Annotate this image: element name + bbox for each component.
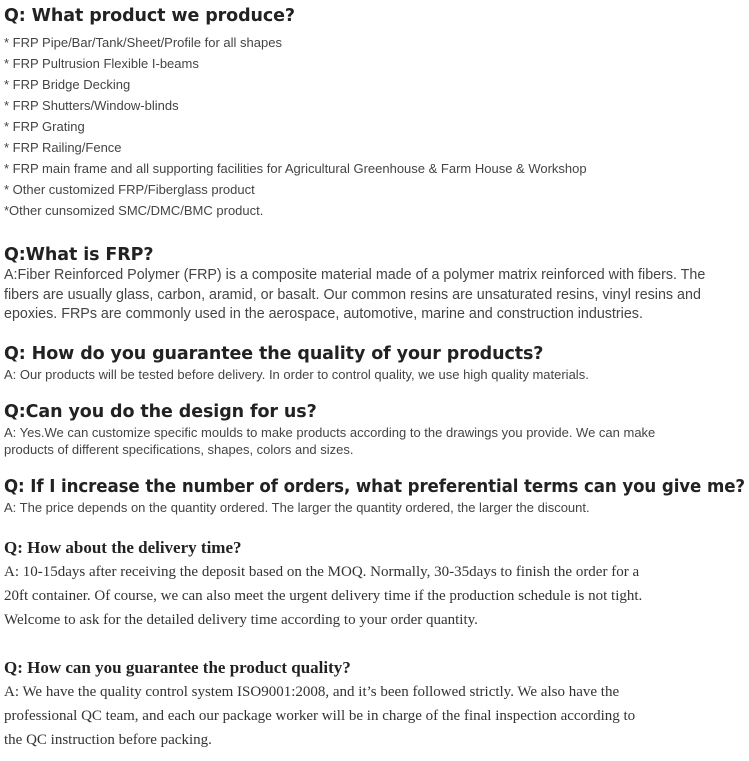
faq-answer-line: A: 10-15days after receiving the deposit based on the MOQ. Normally, 30-35days to finish the order for a [4, 564, 640, 580]
faq-question-delivery-time: Q: How about the delivery time? [4, 538, 242, 557]
product-list-item: * FRP Bridge Decking [4, 77, 131, 92]
product-list-item: *Other cunsomized SMC/DMC/BMC product. [4, 203, 264, 218]
product-list-item: * FRP Shutters/Window-blinds [4, 98, 179, 113]
faq-answer-line: A: Our products will be tested before delivery. In order to control quality, we use high quality materials. [4, 367, 589, 382]
faq-answer-line: A: The price depends on the quantity ordered. The larger the quantity ordered, the larger the discount. [4, 500, 590, 515]
faq-answer-line: professional QC team, and each our package worker will be in charge of the final inspection according to [4, 708, 636, 724]
product-list-item: * FRP Pipe/Bar/Tank/Sheet/Profile for all shapes [4, 35, 282, 50]
product-list-item: * FRP Grating [4, 119, 85, 134]
faq-question-preferential-terms: Q: If I increase the number of orders, what preferential terms can you give me? [4, 477, 745, 497]
product-list-item: * FRP main frame and all supporting facilities for Agricultural Greenhouse & Farm House & Workshop [4, 161, 587, 176]
faq-question-product-quality: Q: How can you guarantee the product quality? [4, 658, 351, 677]
faq-answer-line: A: We have the quality control system ISO9001:2008, and it’s been followed strictly. We also have the [4, 684, 620, 700]
product-list-item: * FRP Pultrusion Flexible I-beams [4, 56, 199, 71]
faq-answer-line: Welcome to ask for the detailed delivery time according to your order quantity. [4, 612, 478, 628]
faq-question-guarantee-quality: Q: How do you guarantee the quality of your products? [4, 344, 544, 364]
faq-answer-line: products of different specifications, shapes, colors and sizes. [4, 442, 354, 457]
product-list-item: * FRP Railing/Fence [4, 140, 122, 155]
product-list-item: * Other customized FRP/Fiberglass product [4, 182, 255, 197]
faq-question-products: Q: What product we produce? [4, 6, 295, 26]
faq-answer-line: the QC instruction before packing. [4, 732, 212, 748]
faq-question-what-is-frp: Q:What is FRP? [4, 245, 154, 265]
faq-answer-line: A: Yes.We can customize specific moulds to make products according to the drawings you provide. We can make [4, 425, 656, 440]
faq-answer-line: 20ft container. Of course, we can also meet the urgent delivery time if the production schedule is not tight. [4, 588, 643, 604]
faq-question-design: Q:Can you do the design for us? [4, 402, 317, 422]
faq-answer-line: epoxies. FRPs are commonly used in the aerospace, automotive, marine and construction industries. [4, 306, 643, 322]
faq-answer-line: A:Fiber Reinforced Polymer (FRP) is a composite material made of a polymer matrix reinforced with fibers. The [4, 267, 706, 283]
faq-answer-line: fibers are usually glass, carbon, aramid, or basalt. Our common resins are unsaturated resins, vinyl resins and [4, 287, 701, 303]
